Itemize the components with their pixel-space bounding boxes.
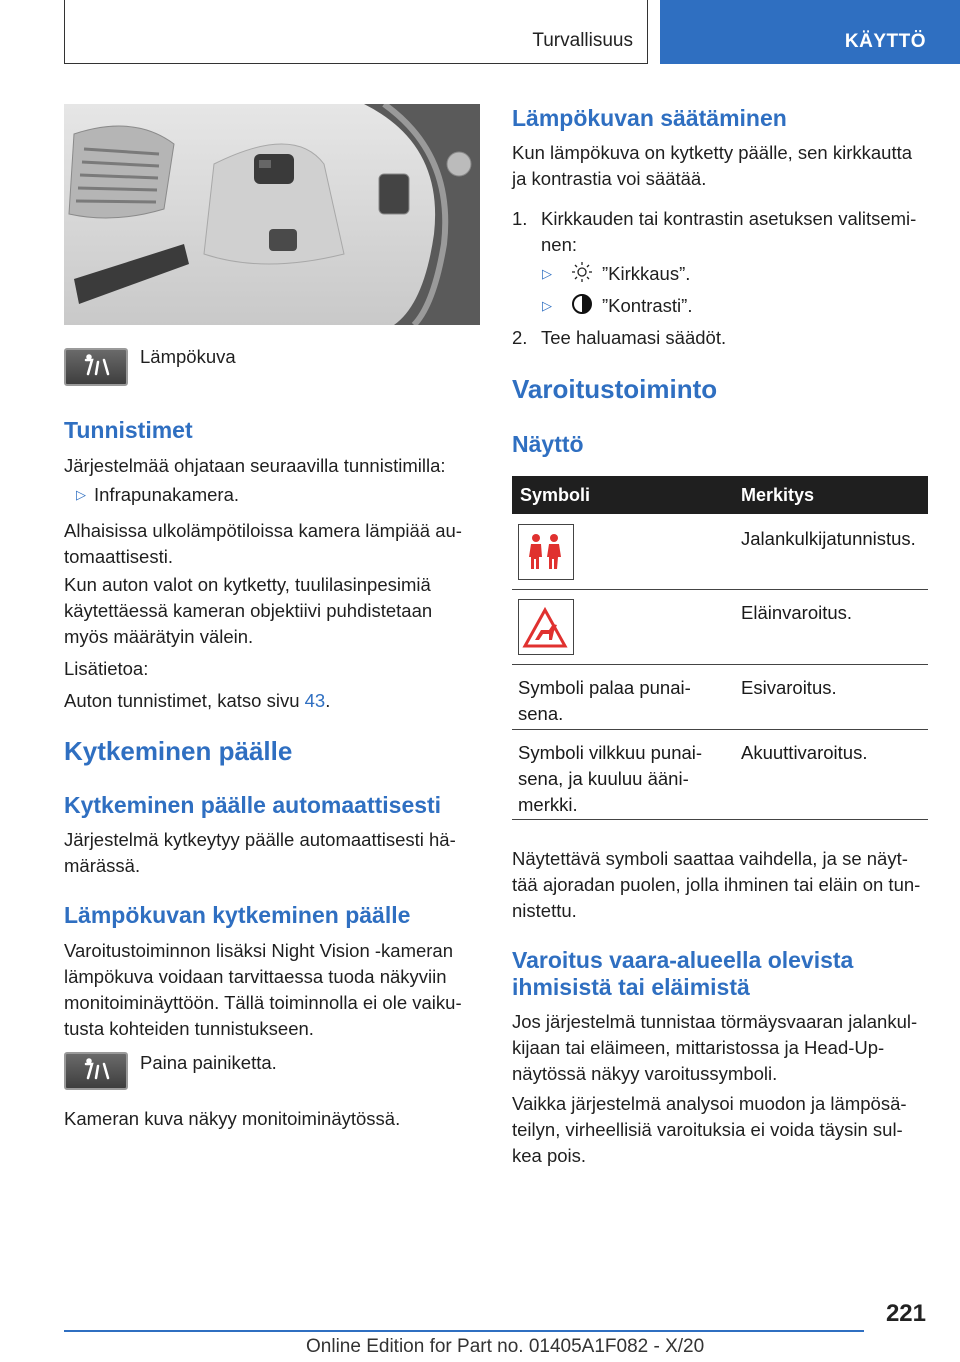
text-line: Jos järjestelmä tunnistaa törmäysvaaran jalankul- <box>512 1011 918 1032</box>
text-line: tomaattisesti. <box>64 546 173 567</box>
text-line: lämpökuva voidaan tarvittaessa tuoda näkyviin <box>64 966 447 987</box>
text-line: näytössä näkyy varoitussymboli. <box>512 1063 778 1084</box>
text-line: Kun auton valot on kytketty, tuulilasinpesimiä <box>64 574 431 595</box>
night-vision-button-image <box>64 1052 128 1090</box>
bullet-infrared: Infrapunakamera. <box>94 484 240 505</box>
footer-edition: Online Edition for Part no. 01405A1F082 - X/20 <box>306 1336 705 1357</box>
text-line: ja kontrastia voi säätää. <box>512 168 707 189</box>
press-button-text: Paina painiketta. <box>140 1052 277 1073</box>
night-vision-icon <box>66 350 126 384</box>
sub-brightness: ”Kirkkaus”. <box>602 263 691 284</box>
text-line: teilyn, virheellisiä varoituksia ei voida täysin sul- <box>512 1119 903 1140</box>
bullet-triangle-icon: ▷ <box>76 487 86 502</box>
text-line: Kun lämpökuva on kytketty päälle, sen kirkkautta <box>512 142 913 163</box>
heading-lampokuva: Lämpökuvan kytkeminen päälle <box>64 902 411 928</box>
text-line: Vaikka järjestelmä analysoi muodon ja lämpösä- <box>512 1093 907 1114</box>
section-title: Turvallisuus <box>532 30 633 51</box>
contrast-icon <box>568 292 596 316</box>
header-box <box>64 0 648 64</box>
reference-line <box>64 687 330 714</box>
night-vision-button-image <box>64 348 128 386</box>
text-line: tusta kohteiden tunnistukseen. <box>64 1018 314 1039</box>
table-row <box>512 665 928 730</box>
sub-contrast: ”Kontrasti”. <box>602 295 693 316</box>
heading-vaara-1: Varoitus vaara-alueella olevista <box>512 947 854 973</box>
text-line: tää ajoradan puolen, jolla ihminen tai eläin on tun- <box>512 874 921 895</box>
text-line: käytettäessä kameran objektiivi puhdistetaan <box>64 600 433 621</box>
footer-divider <box>64 1330 864 1332</box>
table-row <box>512 514 928 590</box>
row-symbol: sena. <box>518 703 564 724</box>
night-vision-icon <box>66 1054 126 1088</box>
table-header-meaning: Merkitys <box>741 485 815 505</box>
step-number: 1. <box>512 208 528 229</box>
text-line: Varoitustoiminnon lisäksi Night Vision -kameran <box>64 940 454 961</box>
heading-naytto: Näyttö <box>512 431 584 457</box>
row-symbol: Symboli vilkkuu punai- <box>518 742 703 763</box>
text-line: monitoiminäyttöön. Tällä toiminnolla ei ole vaiku- <box>64 992 462 1013</box>
text-line: myös määrätyin välein. <box>64 626 254 647</box>
row-meaning: Jalankulkijatunnistus. <box>741 528 916 549</box>
text-line: Kirkkauden tai kontrastin asetuksen valitsemi- <box>541 208 917 229</box>
text-line: Lisätietoa: <box>64 658 149 679</box>
bullet-triangle-icon: ▷ <box>542 298 552 313</box>
text-line: märässä. <box>64 855 141 876</box>
chapter-tab <box>660 0 960 64</box>
bullet-triangle-icon: ▷ <box>542 266 552 281</box>
text-line: Järjestelmä kytkeytyy päälle automaattisesti hä- <box>64 829 456 850</box>
animal-warning-icon <box>518 599 574 655</box>
row-symbol: merkki. <box>518 794 578 815</box>
chapter-tab-label: KÄYTTÖ <box>844 31 926 52</box>
text-line: kijaan tai eläimeen, mittaristossa ja Head-Up- <box>512 1037 885 1058</box>
monitor-text: Kameran kuva näkyy monitoiminäytössä. <box>64 1108 401 1129</box>
text-line: Alhaisissa ulkolämpötiloissa kamera lämpiää au- <box>64 520 462 541</box>
table-row <box>512 730 928 820</box>
reference-end: . <box>325 690 331 711</box>
row-symbol: sena, ja kuuluu ääni- <box>518 768 689 789</box>
heading-auto: Kytkeminen päälle automaattisesti <box>64 792 442 818</box>
text-line: Tee haluamasi säädöt. <box>541 327 727 348</box>
text-line: nistettu. <box>512 900 577 921</box>
row-meaning: Esivaroitus. <box>741 677 837 698</box>
table-header-symbol: Symboli <box>520 485 591 505</box>
page-number: 221 <box>885 1300 926 1327</box>
sensors-intro: Järjestelmää ohjataan seuraavilla tunnistimilla: <box>64 455 446 476</box>
step-number: 2. <box>512 327 528 348</box>
heading-tunnistimet: Tunnistimet <box>64 417 193 443</box>
dashboard-illustration <box>64 104 480 325</box>
brightness-icon <box>568 260 596 284</box>
table-header <box>512 476 928 514</box>
text-line: Näytettävä symboli saattaa vaihdella, ja se näyt- <box>512 848 908 869</box>
page-link[interactable]: 43 <box>304 690 326 711</box>
heading-kytkeminen: Kytkeminen päälle <box>64 736 293 766</box>
reference-text: Auton tunnistimet, katso sivu <box>64 690 305 711</box>
row-meaning: Akuuttivaroitus. <box>741 742 868 763</box>
dashboard-photo <box>64 104 480 325</box>
text-line: nen: <box>541 234 578 255</box>
symbol-table <box>512 476 928 820</box>
heading-saataminen: Lämpökuvan säätäminen <box>512 105 787 131</box>
text-line: kea pois. <box>512 1145 587 1166</box>
heading-varoitustoiminto: Varoitustoiminto <box>512 374 718 404</box>
table-row <box>512 590 928 665</box>
heading-vaara-2: ihmisistä tai eläimistä <box>512 974 750 1000</box>
row-meaning: Eläinvaroitus. <box>741 602 853 623</box>
row-symbol: Symboli palaa punai- <box>518 677 691 698</box>
photo-caption: Lämpökuva <box>140 346 236 367</box>
pedestrian-warning-icon <box>518 524 574 580</box>
